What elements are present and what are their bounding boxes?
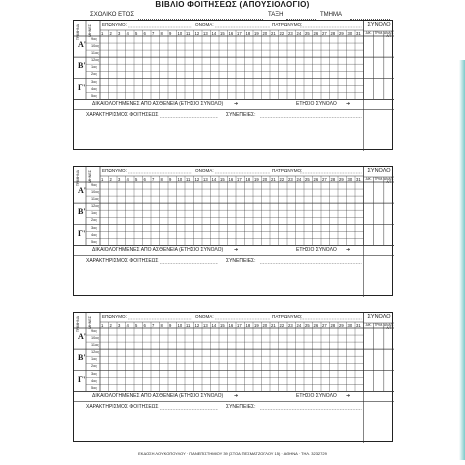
class-label: ΤΑΞΗ [268, 12, 284, 18]
day-number: 26 [313, 30, 319, 36]
day-number: 6 [143, 176, 146, 182]
day-number: 29 [339, 322, 344, 328]
summary-col-label: ΤΡΙΜ. [374, 30, 383, 35]
surname-label[interactable]: ΕΠΩΝΥΜΟ: [102, 314, 127, 319]
day-number: 5 [135, 322, 138, 328]
day-number: 17 [237, 30, 242, 36]
day-number: 23 [288, 322, 293, 328]
student-block [73, 166, 393, 296]
day-number: 20 [262, 176, 268, 182]
month-label: 11ος [91, 197, 99, 202]
day-number: 10 [177, 176, 183, 182]
arrow-icon: ➜ [346, 392, 351, 399]
day-number: 11 [186, 322, 191, 328]
day-number: 9 [169, 322, 172, 328]
annual-total-label: ΕΤΗΣΙΟ ΣΥΝΟΛΟ [296, 393, 337, 400]
attendance-label: ΧΑΡΑΚΤΗΡΙΣΜΟΣ ΦΟΙΤΗΣΕΩΣ [86, 112, 159, 119]
month-label: 10ος [91, 190, 100, 195]
day-number: 10 [177, 322, 183, 328]
day-number: 14 [211, 176, 217, 182]
day-number: 27 [322, 176, 327, 182]
day-number: 21 [271, 176, 276, 182]
month-label: 5ος [91, 93, 98, 98]
day-number: 11 [186, 30, 191, 36]
day-number: 16 [228, 322, 234, 328]
day-number: 31 [356, 322, 361, 328]
excused-label: ΔΙΚΑΙΟΛΟΓΗΜΕΝΕΣ ΑΠΟ ΑΣΘΕΝΕΙΑ (ΕΤΗΣΙΟ ΣΥΝΟΛΟ) [92, 393, 224, 400]
day-number: 7 [152, 30, 155, 36]
day-number: 9 [169, 30, 172, 36]
month-label: 4ος [91, 232, 98, 237]
day-number: 4 [126, 176, 129, 182]
day-number: 15 [220, 176, 225, 182]
summary-col-label: ΤΡΙΜ. [374, 176, 383, 181]
day-number: 22 [279, 322, 285, 328]
day-number: 31 [356, 30, 361, 36]
day-number: 14 [211, 30, 217, 36]
summary-label: ΣΥΝΟΛΟ [367, 22, 391, 28]
patronymic-label[interactable]: ΠΑΤΡΩΝΥΜΟ: [272, 22, 303, 27]
day-number: 18 [245, 322, 251, 328]
surname-label[interactable]: ΕΠΩΝΥΜΟ: [102, 22, 127, 27]
attendance-grid [74, 21, 394, 151]
day-number: 24 [296, 30, 302, 36]
day-number: 12 [194, 176, 200, 182]
day-number: 16 [228, 176, 234, 182]
day-number: 28 [330, 322, 336, 328]
day-number: 21 [271, 30, 276, 36]
month-label: 3ος [91, 371, 98, 376]
day-number: 4 [126, 322, 129, 328]
months-label: ΜΗΝΕΣ [88, 170, 92, 183]
day-number: 22 [279, 176, 285, 182]
month-label: 4ος [91, 86, 98, 91]
name-label[interactable]: ΟΝΟΜΑ: [195, 22, 214, 27]
month-label: 2ος [91, 364, 98, 369]
day-number: 4 [126, 30, 129, 36]
arrow-icon: ➜ [234, 392, 239, 399]
day-number: 13 [203, 30, 208, 36]
signatures-label: ΣΥΝΕΠΕΙΕΣ: [226, 112, 256, 119]
day-number: 3 [118, 322, 121, 328]
day-number: 19 [254, 30, 259, 36]
day-number: 11 [186, 176, 191, 182]
annual-total-label: ΕΤΗΣΙΟ ΣΥΝΟΛΟ [296, 247, 337, 254]
months-label: ΜΗΝΕΣ [88, 316, 92, 329]
term-label: Α' [78, 186, 86, 196]
surname-label[interactable]: ΕΠΩΝΥΜΟ: [102, 168, 127, 173]
day-number: 17 [237, 176, 242, 182]
term-label: Γ' [78, 228, 86, 238]
day-number: 10 [177, 30, 183, 36]
day-number: 18 [245, 176, 251, 182]
attendance-grid [74, 313, 394, 443]
day-number: 7 [152, 322, 155, 328]
day-number: 30 [347, 322, 353, 328]
month-label: 10ος [91, 336, 100, 341]
month-label: 3ος [91, 225, 98, 230]
day-number: 19 [254, 176, 259, 182]
month-label: 11ος [91, 343, 99, 348]
section-label: ΤΜΗΜΑ [320, 12, 342, 18]
month-label: 11ος [91, 51, 99, 56]
month-label: 2ος [91, 72, 98, 77]
month-label: 12ος [91, 58, 100, 63]
day-number: 20 [262, 322, 268, 328]
summary-col-label: ΑΝΑΠ. Α/Τ [384, 176, 394, 185]
day-number: 7 [152, 176, 155, 182]
page-edge-shadow [459, 60, 465, 460]
day-number: 1 [101, 322, 104, 328]
month-label: 9ος [91, 329, 98, 334]
excused-label: ΔΙΚΑΙΟΛΟΓΗΜΕΝΕΣ ΑΠΟ ΑΣΘΕΝΕΙΑ (ΕΤΗΣΙΟ ΣΥΝΟΛΟ) [92, 247, 224, 254]
summary-col-label: ΔΙΚ. [365, 322, 372, 327]
day-number: 9 [169, 176, 172, 182]
day-number: 5 [135, 176, 138, 182]
summary-col-label: ΤΡΙΜ. [374, 322, 383, 327]
month-label: 9ος [91, 37, 98, 42]
day-number: 2 [109, 30, 112, 36]
name-label[interactable]: ΟΝΟΜΑ: [195, 314, 214, 319]
patronymic-label[interactable]: ΠΑΤΡΩΝΥΜΟ: [272, 314, 303, 319]
term-label: Α' [78, 40, 86, 50]
summary-label: ΣΥΝΟΛΟ [367, 314, 391, 320]
day-number: 19 [254, 322, 259, 328]
day-number: 17 [237, 322, 242, 328]
term-label: Γ' [78, 374, 86, 384]
page-title: ΒΙΒΛΙΟ ΦΟΙΤΗΣΕΩΣ (ΑΠΟΥΣΙΟΛΟΓΙΟ) [155, 0, 310, 9]
day-number: 8 [160, 30, 163, 36]
months-label: ΜΗΝΕΣ [88, 24, 92, 37]
month-label: 9ος [91, 183, 98, 188]
day-number: 27 [322, 322, 327, 328]
day-number: 3 [118, 176, 121, 182]
month-label: 1ος [91, 357, 98, 362]
day-number: 8 [160, 322, 163, 328]
day-number: 5 [135, 30, 138, 36]
day-number: 12 [194, 322, 200, 328]
day-number: 18 [245, 30, 251, 36]
patronymic-label[interactable]: ΠΑΤΡΩΝΥΜΟ: [272, 168, 303, 173]
day-number: 20 [262, 30, 268, 36]
day-number: 2 [109, 322, 112, 328]
day-number: 24 [296, 322, 302, 328]
signatures-label: ΣΥΝΕΠΕΙΕΣ: [226, 258, 256, 265]
day-number: 13 [203, 176, 208, 182]
day-number: 29 [339, 30, 344, 36]
day-number: 29 [339, 176, 344, 182]
attendance-grid [74, 167, 394, 297]
month-label: 12ος [91, 350, 100, 355]
month-label: 2ος [91, 218, 98, 223]
day-number: 15 [220, 30, 225, 36]
term-label: Β' [78, 353, 86, 363]
day-number: 28 [330, 30, 336, 36]
attendance-label: ΧΑΡΑΚΤΗΡΙΣΜΟΣ ΦΟΙΤΗΣΕΩΣ [86, 404, 159, 411]
day-number: 8 [160, 176, 163, 182]
arrow-icon: ➜ [234, 246, 239, 253]
day-number: 6 [143, 30, 146, 36]
groups-label: ΤΡΙΜΗΝΑ [76, 170, 80, 187]
attendance-label: ΧΑΡΑΚΤΗΡΙΣΜΟΣ ΦΟΙΤΗΣΕΩΣ [86, 258, 159, 265]
day-number: 24 [296, 176, 302, 182]
school-year-label: ΣΧΟΛΙΚΟ ΕΤΟΣ [90, 12, 135, 18]
month-label: 1ος [91, 211, 98, 216]
student-block [73, 312, 393, 442]
day-number: 12 [194, 30, 200, 36]
day-number: 14 [211, 322, 217, 328]
name-label[interactable]: ΟΝΟΜΑ: [195, 168, 214, 173]
day-number: 16 [228, 30, 234, 36]
day-number: 15 [220, 322, 225, 328]
printer-info: ΕΚΔΟΣΗ ΛΟΥΚΟΠΟΥΛΟΥ · ΠΑΝΕΠΙΣΤΗΜΙΟΥ 39 (ΣΤΟΑ ΠΕΣΜΑΤΖΟΓΛΟΥ 15) · ΑΘΗΝΑ · ΤΗΛ. 3232729 [138, 451, 327, 456]
day-number: 21 [271, 322, 276, 328]
day-number: 23 [288, 176, 293, 182]
day-number: 1 [101, 176, 104, 182]
month-label: 10ος [91, 44, 100, 49]
day-number: 1 [101, 30, 104, 36]
excused-label: ΔΙΚΑΙΟΛΟΓΗΜΕΝΕΣ ΑΠΟ ΑΣΘΕΝΕΙΑ (ΕΤΗΣΙΟ ΣΥΝΟΛΟ) [92, 101, 224, 108]
annual-total-label: ΕΤΗΣΙΟ ΣΥΝΟΛΟ [296, 101, 337, 108]
day-number: 26 [313, 322, 319, 328]
summary-label: ΣΥΝΟΛΟ [367, 168, 391, 174]
day-number: 31 [356, 176, 361, 182]
groups-label: ΤΡΙΜΗΝΑ [76, 24, 80, 41]
month-label: 4ος [91, 378, 98, 383]
term-label: Β' [78, 61, 86, 71]
day-number: 6 [143, 322, 146, 328]
student-block [73, 20, 393, 150]
month-label: 12ος [91, 204, 100, 209]
day-number: 23 [288, 30, 293, 36]
day-number: 27 [322, 30, 327, 36]
day-number: 26 [313, 176, 319, 182]
month-label: 1ος [91, 65, 98, 70]
groups-label: ΤΡΙΜΗΝΑ [76, 316, 80, 333]
day-number: 3 [118, 30, 121, 36]
term-label: Α' [78, 332, 86, 342]
summary-col-label: ΔΙΚ. [365, 30, 372, 35]
day-number: 25 [305, 176, 310, 182]
day-number: 22 [279, 30, 285, 36]
signatures-label: ΣΥΝΕΠΕΙΕΣ: [226, 404, 256, 411]
arrow-icon: ➜ [234, 100, 239, 107]
day-number: 30 [347, 176, 353, 182]
term-label: Γ' [78, 82, 86, 92]
day-number: 30 [347, 30, 353, 36]
month-label: 3ος [91, 79, 98, 84]
summary-col-label: ΑΝΑΠ. Α/Τ [384, 322, 394, 331]
day-number: 25 [305, 322, 310, 328]
day-number: 13 [203, 322, 208, 328]
summary-col-label: ΑΝΑΠ. Α/Τ [384, 30, 394, 39]
month-label: 5ος [91, 239, 98, 244]
summary-col-label: ΔΙΚ. [365, 176, 372, 181]
day-number: 2 [109, 176, 112, 182]
term-label: Β' [78, 207, 86, 217]
arrow-icon: ➜ [346, 100, 351, 107]
day-number: 28 [330, 176, 336, 182]
arrow-icon: ➜ [346, 246, 351, 253]
day-number: 25 [305, 30, 310, 36]
month-label: 5ος [91, 385, 98, 390]
